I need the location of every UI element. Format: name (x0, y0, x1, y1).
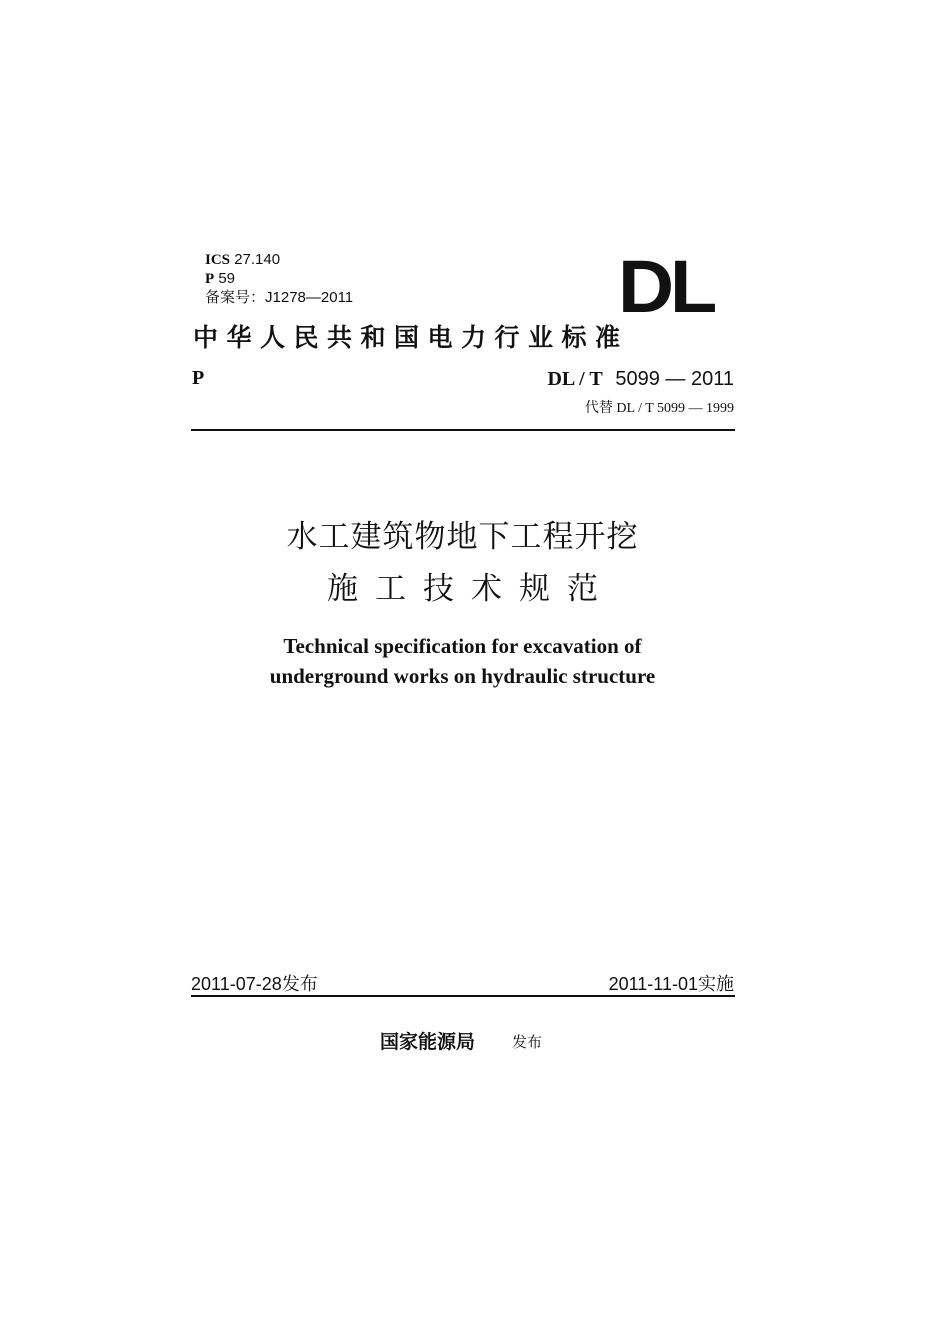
standard-number (547, 366, 734, 391)
classification-letter: P (192, 367, 205, 389)
dl-logo: DL (618, 245, 714, 328)
record-label: 备案号： (205, 289, 266, 306)
ics-label: ICS (205, 252, 231, 268)
classification-value: 59 (218, 270, 236, 287)
record-number (205, 288, 353, 307)
title-cn-line1: 水工建筑物地下工程开挖 (286, 519, 639, 555)
title-en-line1: Technical specification for excavation of (283, 634, 642, 658)
issuer-name: 国家能源局 (380, 1031, 476, 1053)
issued-label: 发布 (512, 1033, 543, 1051)
issue-date: 2011-07-28发布 (191, 974, 318, 994)
effective-date: 2011-11-01实施 (608, 974, 734, 994)
classification-label: P (205, 271, 215, 287)
title-en-line2: underground works on hydraulic structure (269, 664, 656, 688)
standard-type-heading: 中华人民共和国电力行业标准 (193, 323, 629, 352)
title-cn-line2: 施工技术规范 (327, 571, 615, 607)
classification-code (205, 269, 235, 289)
record-value: J1278—2011 (265, 289, 354, 306)
standard-prefix: DL / T (547, 368, 603, 390)
standard-number-value: 5099 — 2011 (615, 368, 734, 390)
ics-value: 27.140 (234, 251, 281, 268)
top-divider (191, 429, 735, 431)
ics-code (205, 250, 280, 270)
replaces-standard: 代替 DL / T 5099 — 1999 (584, 401, 734, 416)
bottom-divider (191, 995, 735, 997)
